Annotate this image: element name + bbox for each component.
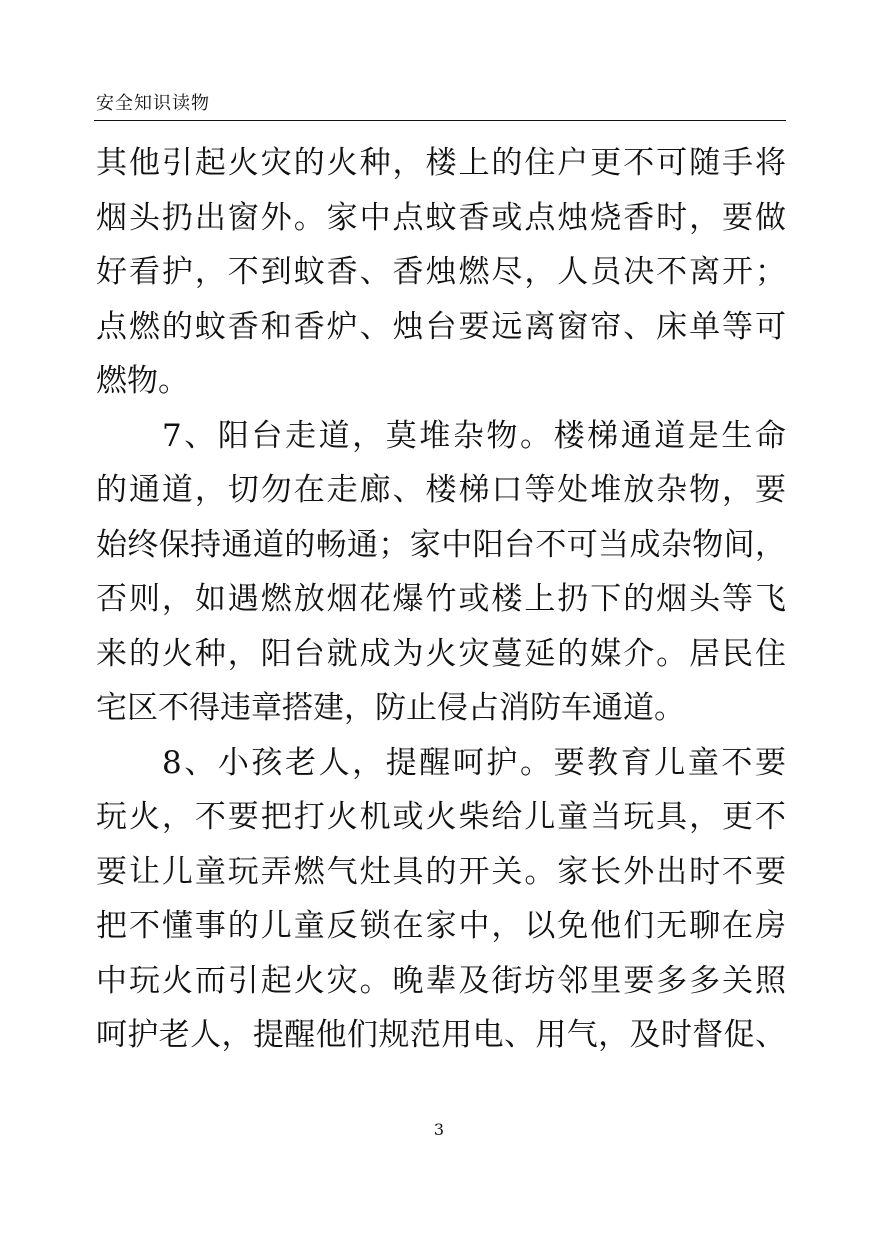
header-rule [94,120,786,121]
text-line: 否则，如遇燃放烟花爆竹或楼上扔下的烟头等飞 [96,581,786,617]
running-header: 安全知识读物 [96,93,210,114]
text-line: 其他引起火灾的火种，楼上的住户更不可随手将 [96,145,786,181]
text-line: 的通道，切勿在走廊、楼梯口等处堆放杂物，要 [96,472,786,508]
text-line: 来的火种，阳台就成为火灾蔓延的媒介。居民住 [96,635,786,672]
text-line: 好看护，不到蚊香、香烛燃尽，人员决不离开； [96,254,786,290]
text-line: 燃物。 [96,363,189,399]
text-line: 玩火，不要把打火机或火柴给儿童当玩具，更不 [96,799,786,835]
text-line: 呵护老人，提醒他们规范用电、用气，及时督促、 [96,1017,786,1053]
text-line: 中玩火而引起火灾。晚辈及街坊邻里要多多关照 [96,962,786,999]
page-number: 3 [433,1120,445,1139]
text-line: 宅区不得违章搭建，防止侵占消防车通道。 [96,690,685,726]
text-line: 始终保持通道的畅通；家中阳台不可当成杂物间， [96,526,786,563]
text-line: 要让儿童玩弄燃气灶具的开关。家长外出时不要 [96,853,786,890]
body-text [96,136,786,1063]
text-line: 烟头扔出窗外。家中点蚊香或点烛烧香时，要做 [96,199,786,236]
paragraph-7-start: 7、阳台走道，莫堆杂物。楼梯通道是生命 [162,417,786,454]
text-line: 把不懂事的儿童反锁在家中，以免他们无聊在房 [96,908,786,944]
paragraph-8-start: 8、小孩老人，提醒呵护。要教育儿童不要 [162,744,786,781]
text-line: 点燃的蚊香和香炉、烛台要远离窗帘、床单等可 [96,308,786,345]
